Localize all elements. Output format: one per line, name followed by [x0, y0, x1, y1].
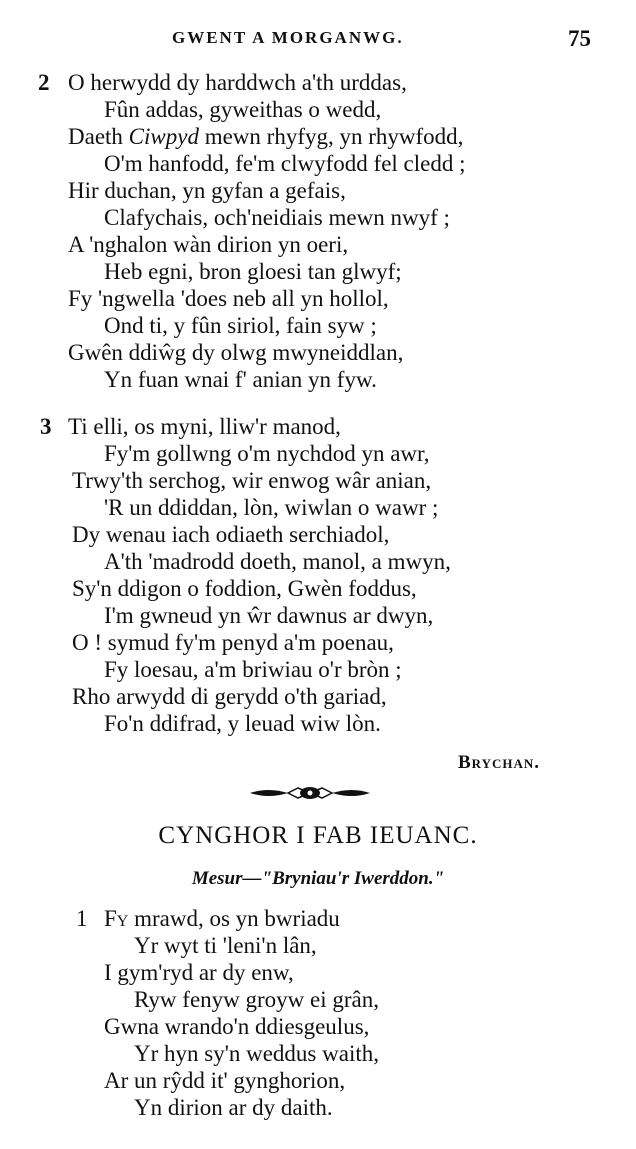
- verse-line: Gwên ddiŵg dy olwg mwyneiddlan,: [68, 340, 404, 365]
- verse-line: Yn dirion ar dy daith.: [134, 1095, 333, 1120]
- verse-line-end: mewn rhyfyg, yn rhywfodd,: [198, 124, 464, 149]
- verse-line: Hir duchan, yn gyfan a gefais,: [68, 178, 346, 203]
- verse-line-rest: mrawd, os yn bwriadu: [128, 906, 340, 931]
- verse-line: Fy 'ngwella 'does neb all yn hollol,: [68, 286, 389, 311]
- verse-line: Ryw fenyw groyw ei grân,: [134, 987, 379, 1012]
- verse-line: Fûn addas, gyweithas o wedd,: [104, 97, 382, 122]
- running-title: GWENT A MORGANWG.: [172, 28, 404, 47]
- poem-title: CYNGHOR I FAB IEUANC.: [158, 822, 478, 849]
- verse-line: Heb egni, bron gloesi tan glwyf;: [104, 259, 402, 284]
- verse-line: Fy loesau, a'm briwiau o'r bròn ;: [104, 657, 402, 682]
- verse-line: Trwy'th serchog, wir enwog wâr anian,: [72, 468, 432, 493]
- verse-line: Fy'm gollwng o'm nychdod yn awr,: [104, 441, 430, 466]
- verse-line: Ond ti, y fûn siriol, fain syw ;: [104, 313, 377, 338]
- verse-line: Sy'n ddigon o foddion, Gwèn foddus,: [72, 576, 417, 601]
- verse-line-start: Daeth: [68, 124, 129, 149]
- verse-line: 'R un ddiddan, lòn, wiwlan o wawr ;: [104, 495, 439, 520]
- running-head: [0, 26, 636, 52]
- verse-line: Ar un rŷdd it' gynghorion,: [104, 1068, 346, 1093]
- verse-line: Clafychais, och'neidiais mewn nwyf ;: [104, 205, 450, 230]
- ornament-divider: [248, 783, 372, 803]
- verse-line: A'th 'madrodd doeth, manol, a mwyn,: [104, 549, 451, 574]
- verse-line: Gwna wrando'n ddiesgeulus,: [104, 1014, 370, 1039]
- verse-line: [68, 124, 463, 150]
- verse-line: Yr hyn sy'n weddus waith,: [134, 1041, 379, 1066]
- verse-line: O herwydd dy harddwch a'th urddas,: [68, 70, 407, 95]
- first-word-rest: y: [116, 906, 129, 931]
- first-word-initial: F: [104, 906, 117, 931]
- meter-tune: —"Bryniau'r Iwerddon.": [242, 868, 445, 889]
- verse-line: O'm hanfodd, fe'm clwyfodd fel cledd ;: [104, 151, 466, 176]
- verse-line: Rho arwydd di gerydd o'th gariad,: [72, 684, 387, 709]
- verse-line: Yn fuan wnai f' anian yn fyw.: [104, 367, 377, 392]
- stanza-number: 3: [40, 414, 52, 439]
- meter-label: Mesur: [191, 868, 243, 889]
- verse-line: I gym'ryd ar dy enw,: [104, 960, 294, 985]
- author-signature: Brychan.: [458, 752, 541, 773]
- verse-line: O ! symud fy'm penyd a'm poenau,: [72, 630, 394, 655]
- verse-line: Dy wenau iach odiaeth serchiadol,: [72, 522, 390, 547]
- stanza-number: 1: [76, 906, 88, 931]
- verse-line: A 'nghalon wàn dirion yn oeri,: [68, 232, 349, 257]
- verse-line: Yr wyt ti 'leni'n lân,: [134, 933, 317, 958]
- verse-line: [104, 906, 340, 932]
- verse-line-italic-word: Ciwpyd: [128, 124, 199, 149]
- stanza-number: 2: [38, 70, 50, 95]
- page-number: 75: [568, 26, 591, 51]
- verse-line: I'm gwneud yn ŵr dawnus ar dwyn,: [104, 603, 434, 628]
- verse-line: Ti elli, os myni, lliw'r manod,: [68, 414, 341, 439]
- poem-meter: [0, 868, 636, 890]
- verse-line: Fo'n ddifrad, y leuad wiw lòn.: [104, 711, 381, 736]
